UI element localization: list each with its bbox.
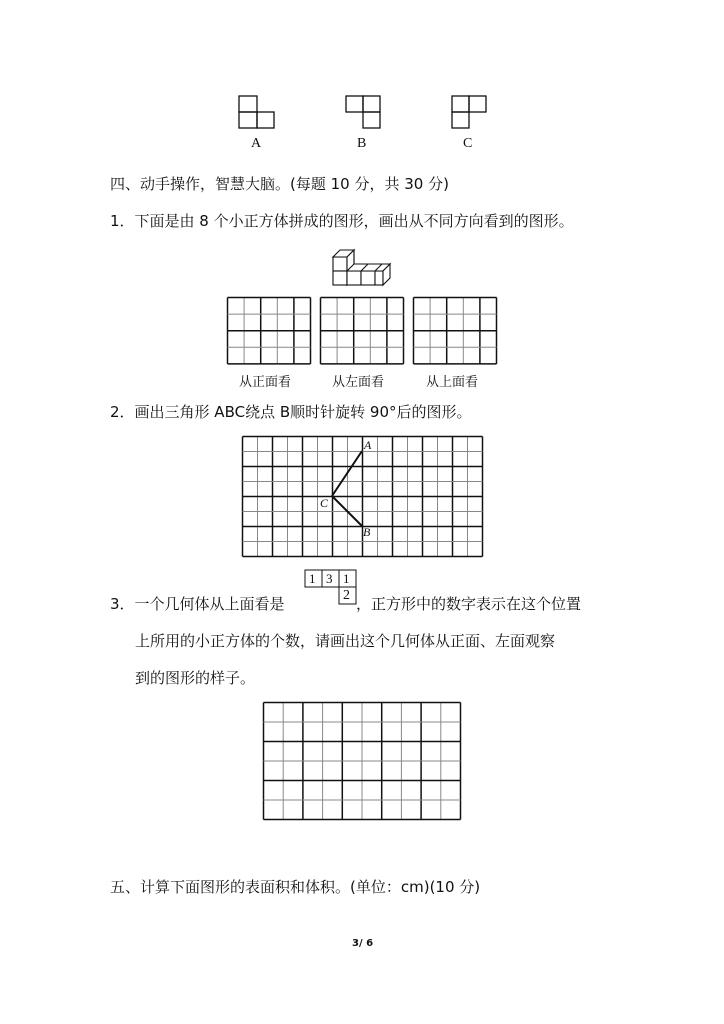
option-a-label: A <box>251 136 262 151</box>
option-c-shape <box>451 95 489 133</box>
point-c-label: C <box>320 496 329 510</box>
q1-text: 1．下面是由 8 个小正方体拼成的图形，画出从不同方向看到的图形。 <box>110 212 574 230</box>
top-view-num-r1c3: 1 <box>343 571 350 586</box>
rotation-grid <box>242 436 482 556</box>
option-b-shape <box>345 95 383 133</box>
q2-text: 2．画出三角形 ABC绕点 B顺时针旋转 90°后的图形。 <box>110 403 472 421</box>
q3-line2: 上所用的小正方体的个数，请画出这个几何体从正面、左面观察 <box>135 632 556 650</box>
section5-title: 五、计算下面图形的表面积和体积。(单位：cm)(10 分) <box>110 878 481 896</box>
section4-title: 四、动手操作，智慧大脑。(每题 10 分，共 30 分) <box>110 175 449 193</box>
top-view-num-r1c1: 1 <box>309 571 316 586</box>
top-view-num-r2c2: 2 <box>343 588 350 603</box>
option-c-label: C <box>463 136 473 151</box>
top-view-label: 从上面看 <box>426 375 479 390</box>
q3-line1-suffix: ，正方形中的数字表示在这个位置 <box>356 595 582 613</box>
left-view-label: 从左面看 <box>332 375 385 390</box>
front-view-label: 从正面看 <box>239 375 292 390</box>
top-view-num-r1c2: 3 <box>326 571 333 586</box>
point-b-label: B <box>363 525 371 539</box>
option-b-label: B <box>357 136 367 151</box>
point-a-label: A <box>364 438 372 452</box>
q3-line3: 到的图形的样子。 <box>135 669 256 687</box>
front-view-grid <box>227 297 311 365</box>
answer-grid <box>263 702 461 820</box>
left-view-grid <box>320 297 404 365</box>
option-a-shape <box>238 95 276 133</box>
cube-figure <box>332 244 394 288</box>
top-view-grid <box>413 297 497 365</box>
page-number: 3/ 6 <box>352 938 374 949</box>
q3-line1-prefix: 3．一个几何体从上面看是 <box>110 595 285 613</box>
